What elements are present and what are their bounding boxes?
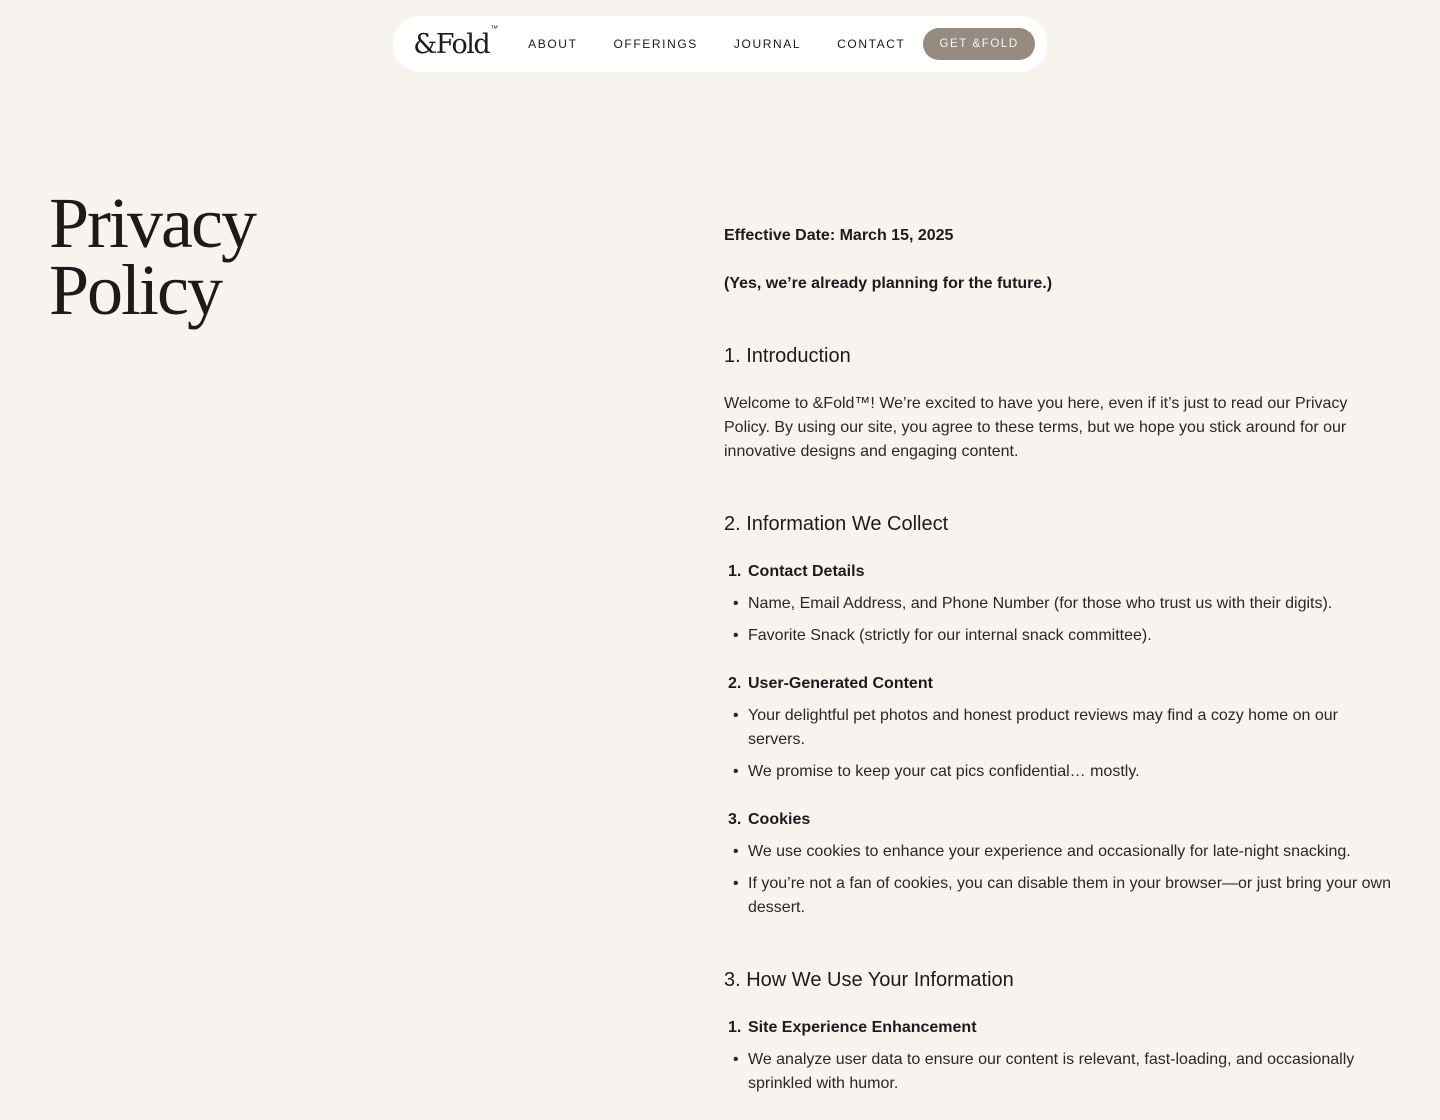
tagline: (Yes, we’re already planning for the future.) <box>724 275 1053 292</box>
policy-content <box>724 224 1396 1120</box>
list-item-text: If you’re not a fan of cookies, you can disable them in your browser—or just bring your own dessert. <box>748 875 1391 916</box>
section-information-we-collect <box>724 512 1396 920</box>
subsection-number: 1. <box>728 563 742 580</box>
effective-date: Effective Date: March 15, 2025 <box>724 227 954 244</box>
list-item <box>724 840 1396 864</box>
bullet-list <box>724 840 1396 920</box>
subsection-number: 3. <box>728 811 742 828</box>
logo-trademark: ™ <box>490 23 499 33</box>
subsection-cookies <box>724 808 1396 920</box>
nav-link-journal[interactable]: JOURNAL <box>733 37 802 51</box>
top-navigation-wrapper <box>0 16 1440 72</box>
bullet-list <box>724 592 1396 648</box>
subsection-site-experience-enhancement <box>724 1016 1396 1096</box>
list-item <box>724 592 1396 616</box>
get-fold-button[interactable]: GET &FOLD <box>923 28 1034 60</box>
list-item <box>724 1048 1396 1096</box>
section-introduction <box>724 344 1396 464</box>
subsection-title-text: Cookies <box>748 811 811 828</box>
section-title: 1. Introduction <box>724 345 851 367</box>
bullet-icon: • <box>733 875 739 892</box>
list-item-text: We use cookies to enhance your experience and occasionally for late-night snacking. <box>748 843 1351 860</box>
brand-logo[interactable] <box>413 23 499 60</box>
list-item-text: Your delightful pet photos and honest product reviews may find a cozy home on our servers. <box>748 707 1338 748</box>
subsection-number: 2. <box>728 675 742 692</box>
list-item-text: We analyze user data to ensure our content is relevant, fast-loading, and occasionally sprinkled with humor. <box>748 1051 1355 1092</box>
bullet-icon: • <box>733 1051 739 1068</box>
bullet-list <box>724 1048 1396 1096</box>
subsection-title-text: User-Generated Content <box>748 675 933 692</box>
list-item <box>724 704 1396 752</box>
subsection-title <box>724 672 1396 696</box>
section-title: 3. How We Use Your Information <box>724 969 1014 991</box>
nav-link-contact[interactable]: CONTACT <box>837 37 906 51</box>
nav-link-offerings[interactable]: OFFERINGS <box>613 37 698 51</box>
subsection-title-text: Site Experience Enhancement <box>748 1019 977 1036</box>
bullet-icon: • <box>733 843 739 860</box>
subsection-title <box>724 560 1396 584</box>
page-title <box>49 183 255 330</box>
page-title-line-2: Policy <box>49 250 222 330</box>
bullet-icon: • <box>733 763 739 780</box>
logo-text: &Fold <box>413 28 490 60</box>
subsection-title-text: Contact Details <box>748 563 865 580</box>
section-paragraph: Welcome to &Fold™! We’re excited to have you here, even if it’s just to read our Privacy Policy. By using our site, you agree to these terms, but we hope you stick around for our innovative designs and engaging content. <box>724 395 1348 460</box>
subsection-number: 1. <box>728 1019 742 1036</box>
subsection-user-generated-content <box>724 672 1396 784</box>
subsection-contact-details <box>724 560 1396 648</box>
subsection-title <box>724 1016 1396 1040</box>
section-title: 2. Information We Collect <box>724 513 949 535</box>
list-item <box>724 872 1396 920</box>
bullet-list <box>724 704 1396 784</box>
bullet-icon: • <box>733 627 739 644</box>
bullet-icon: • <box>733 707 739 724</box>
bullet-icon: • <box>733 595 739 612</box>
page-title-line-1: Privacy <box>49 183 255 263</box>
list-item-text: Name, Email Address, and Phone Number (for those who trust us with their digits). <box>748 595 1333 612</box>
section-how-we-use-information <box>724 968 1396 1096</box>
subsection-title <box>724 808 1396 832</box>
list-item-text: Favorite Snack (strictly for our internal snack committee). <box>748 627 1152 644</box>
nav-link-about[interactable]: ABOUT <box>528 37 578 51</box>
top-navigation <box>393 16 1047 72</box>
list-item-text: We promise to keep your cat pics confidential… mostly. <box>748 763 1140 780</box>
list-item <box>724 624 1396 648</box>
list-item <box>724 760 1396 784</box>
